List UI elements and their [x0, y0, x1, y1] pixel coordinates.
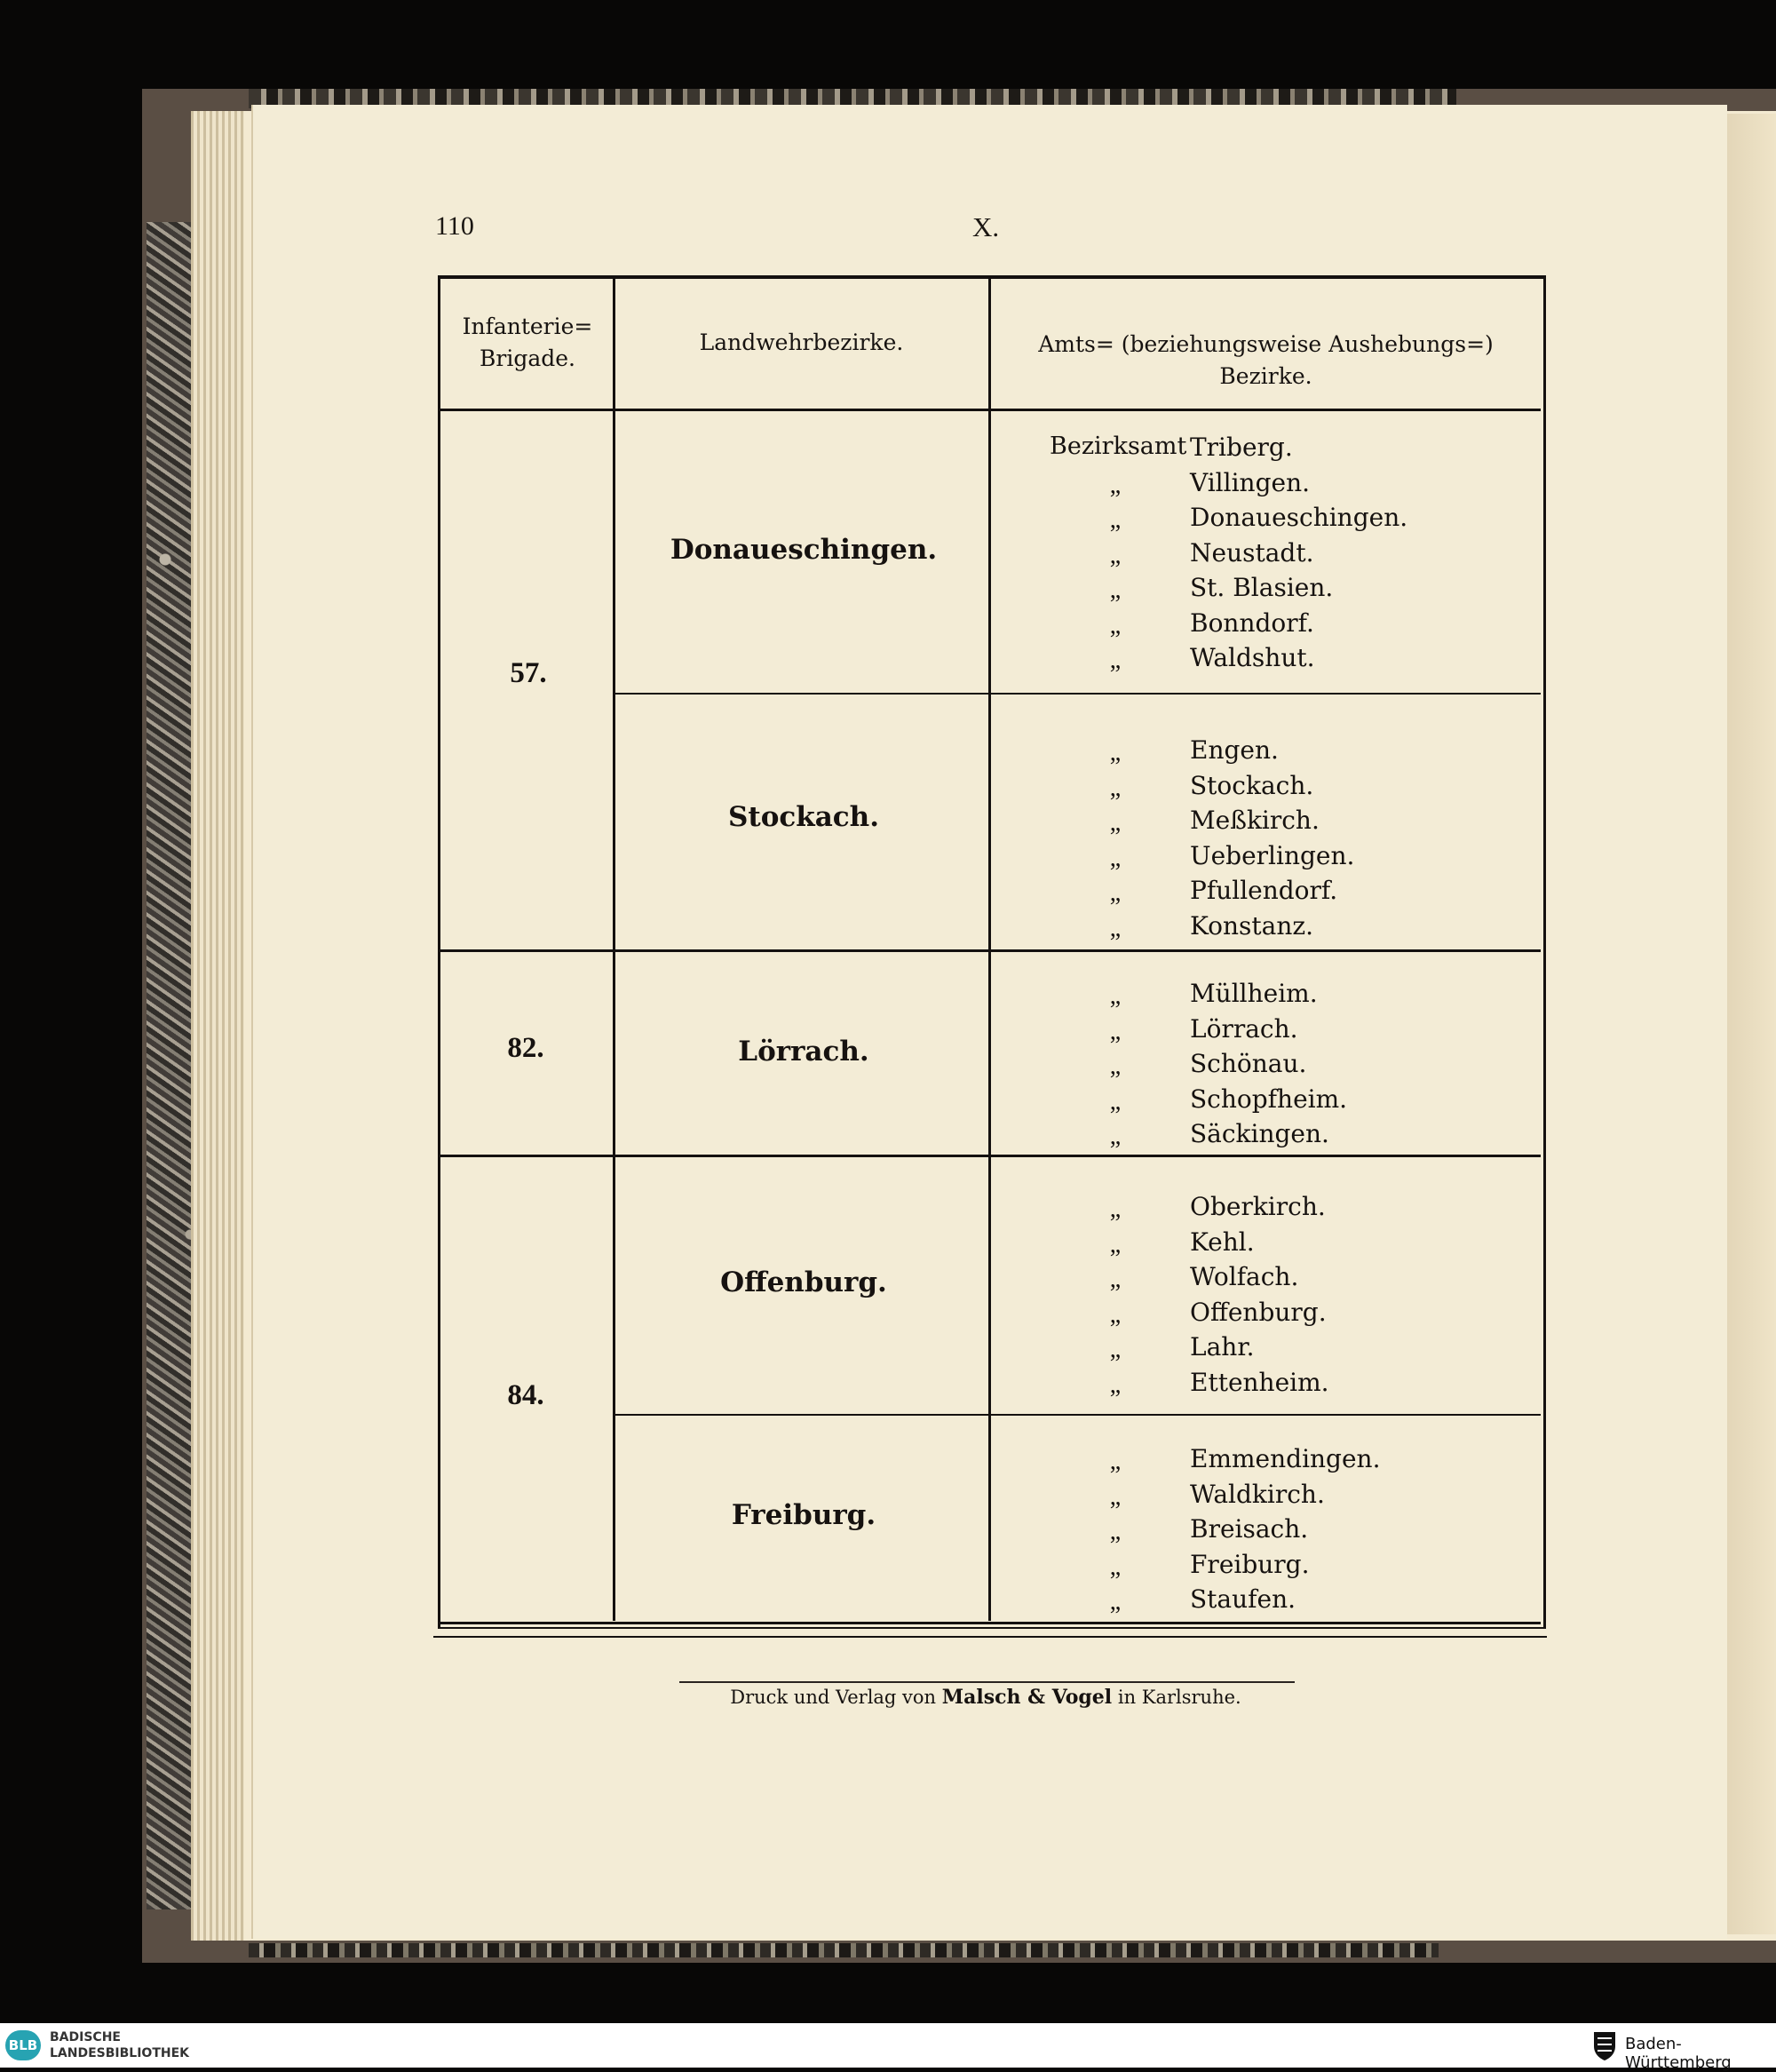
- bezirk-name: Donaueschingen.: [1190, 503, 1408, 532]
- ditto-mark: „: [1109, 647, 1122, 674]
- ditto-mark: „: [1109, 982, 1122, 1010]
- ditto-mark: „: [1109, 1195, 1122, 1223]
- ditto-mark: „: [1109, 739, 1122, 766]
- bezirksamt-label: Bezirksamt: [1050, 433, 1187, 460]
- blb-name-line2: LANDESBIBLIOTHEK: [50, 2046, 190, 2060]
- chapter-mark: X.: [972, 211, 1000, 242]
- ditto-mark: „: [1109, 1518, 1122, 1545]
- ditto-mark: „: [1109, 1336, 1122, 1363]
- bezirk-name: Offenburg.: [1190, 1297, 1327, 1327]
- ditto-mark: „: [1109, 1588, 1122, 1616]
- bezirk-name: Ettenheim.: [1190, 1367, 1329, 1397]
- footer-banner: [0, 2023, 1776, 2068]
- ditto-mark: „: [1109, 1552, 1122, 1581]
- ditto-mark: „: [1109, 1017, 1122, 1045]
- ditto-mark: „: [1109, 576, 1122, 604]
- bezirk-name: Müllheim.: [1190, 979, 1318, 1008]
- bezirk-name: Kehl.: [1190, 1227, 1255, 1257]
- header-landwehr: Landwehrbezirke.: [699, 329, 904, 355]
- bezirk-name: Lahr.: [1190, 1332, 1255, 1361]
- ditto-mark: „: [1109, 1266, 1122, 1293]
- blb-logo[interactable]: BLB: [5, 2030, 41, 2060]
- ditto-mark: „: [1109, 611, 1122, 639]
- ditto-mark: „: [1109, 1482, 1122, 1511]
- header-brigade-line1: Infanterie=: [462, 314, 593, 339]
- ditto-mark: „: [1109, 1448, 1122, 1475]
- bezirk-name: Schönau.: [1190, 1049, 1307, 1078]
- landwehr-name: Donaueschingen.: [670, 534, 938, 566]
- imprint-suffix: in Karlsruhe.: [1117, 1687, 1241, 1708]
- ditto-mark: „: [1109, 541, 1122, 569]
- landwehr-rule: [614, 1414, 1541, 1416]
- bezirk-name: Emmendingen.: [1190, 1444, 1381, 1473]
- blb-name-line1: BADISCHE: [50, 2030, 121, 2044]
- page-right-edge: [1727, 114, 1776, 1934]
- bezirk-name: Oberkirch.: [1190, 1192, 1326, 1221]
- marbled-edge-bottom: [249, 1943, 1439, 1957]
- header-brigade: [444, 311, 611, 376]
- brigade-rule: [440, 949, 1541, 952]
- imprint-rule: [679, 1681, 1295, 1683]
- bezirk-name: Konstanz.: [1190, 910, 1314, 941]
- brigade-number: 82.: [507, 1032, 544, 1064]
- header-amts: Amts= (beziehungsweise Aushebungs=) Bezirke.: [1038, 331, 1494, 390]
- ditto-mark: „: [1109, 844, 1122, 872]
- ditto-mark: „: [1109, 506, 1122, 534]
- ditto-mark: „: [1109, 774, 1122, 802]
- coat-of-arms-icon: [1591, 2028, 1618, 2062]
- bezirk-name: Triberg.: [1190, 433, 1293, 462]
- imprint-prefix: Druck und Verlag von: [730, 1687, 937, 1708]
- ditto-mark: „: [1109, 879, 1122, 907]
- ditto-mark: „: [1109, 1230, 1122, 1258]
- bezirk-name: Breisach.: [1190, 1514, 1309, 1544]
- imprint: [622, 1686, 1350, 1709]
- table-bottom-rule: [433, 1636, 1547, 1638]
- ditto-mark: „: [1109, 1052, 1122, 1080]
- blb-name[interactable]: [50, 2029, 189, 2061]
- table-bottom-rule: [440, 1622, 1541, 1624]
- landwehr-name: Offenburg.: [720, 1266, 887, 1298]
- brigade-number: 57.: [510, 657, 547, 689]
- bezirk-name: Stockach.: [1190, 770, 1314, 800]
- bw-logo-text[interactable]: Baden-Württemberg: [1625, 2035, 1732, 2072]
- brigade-table: [438, 275, 1546, 1629]
- bezirk-name: Lörrach.: [1190, 1013, 1298, 1044]
- bezirk-name: Wolfach.: [1190, 1262, 1299, 1291]
- brigade-number: 84.: [507, 1379, 544, 1411]
- bezirk-name: Staufen.: [1190, 1584, 1296, 1614]
- ditto-mark: „: [1109, 471, 1122, 499]
- bezirk-name: Pfullendorf.: [1190, 876, 1338, 905]
- bezirk-name: Schopfheim.: [1190, 1084, 1348, 1114]
- bezirk-name: Engen.: [1190, 735, 1279, 765]
- bezirk-name: Waldshut.: [1190, 643, 1315, 672]
- bezirk-name: St. Blasien.: [1190, 573, 1334, 602]
- header-brigade-line2: Brigade.: [480, 345, 575, 372]
- page-number: 110: [435, 211, 474, 241]
- landwehr-name: Stockach.: [727, 801, 880, 833]
- bezirk-name: Neustadt.: [1190, 537, 1314, 568]
- ditto-mark: „: [1109, 1300, 1122, 1329]
- bezirk-name: Waldkirch.: [1190, 1479, 1325, 1509]
- bezirk-name: Villingen.: [1190, 467, 1311, 497]
- header-rule: [440, 409, 1541, 411]
- ditto-mark: „: [1109, 1087, 1122, 1115]
- bezirk-name: Bonndorf.: [1190, 607, 1314, 638]
- imprint-publisher: Malsch & Vogel: [941, 1686, 1113, 1709]
- bezirk-name: Säckingen.: [1190, 1119, 1329, 1148]
- ditto-mark: „: [1109, 1123, 1122, 1150]
- brigade-rule: [440, 1155, 1541, 1157]
- ditto-mark: „: [1109, 809, 1122, 837]
- landwehr-rule: [614, 693, 1541, 695]
- bezirk-name: Ueberlingen.: [1190, 840, 1355, 870]
- landwehr-name: Lörrach.: [738, 1036, 869, 1068]
- landwehr-name: Freiburg.: [731, 1499, 876, 1531]
- ditto-mark: „: [1109, 914, 1122, 942]
- ditto-mark: „: [1109, 1370, 1122, 1399]
- bezirk-name: Freiburg.: [1190, 1549, 1310, 1579]
- bezirk-name: Meßkirch.: [1190, 806, 1320, 835]
